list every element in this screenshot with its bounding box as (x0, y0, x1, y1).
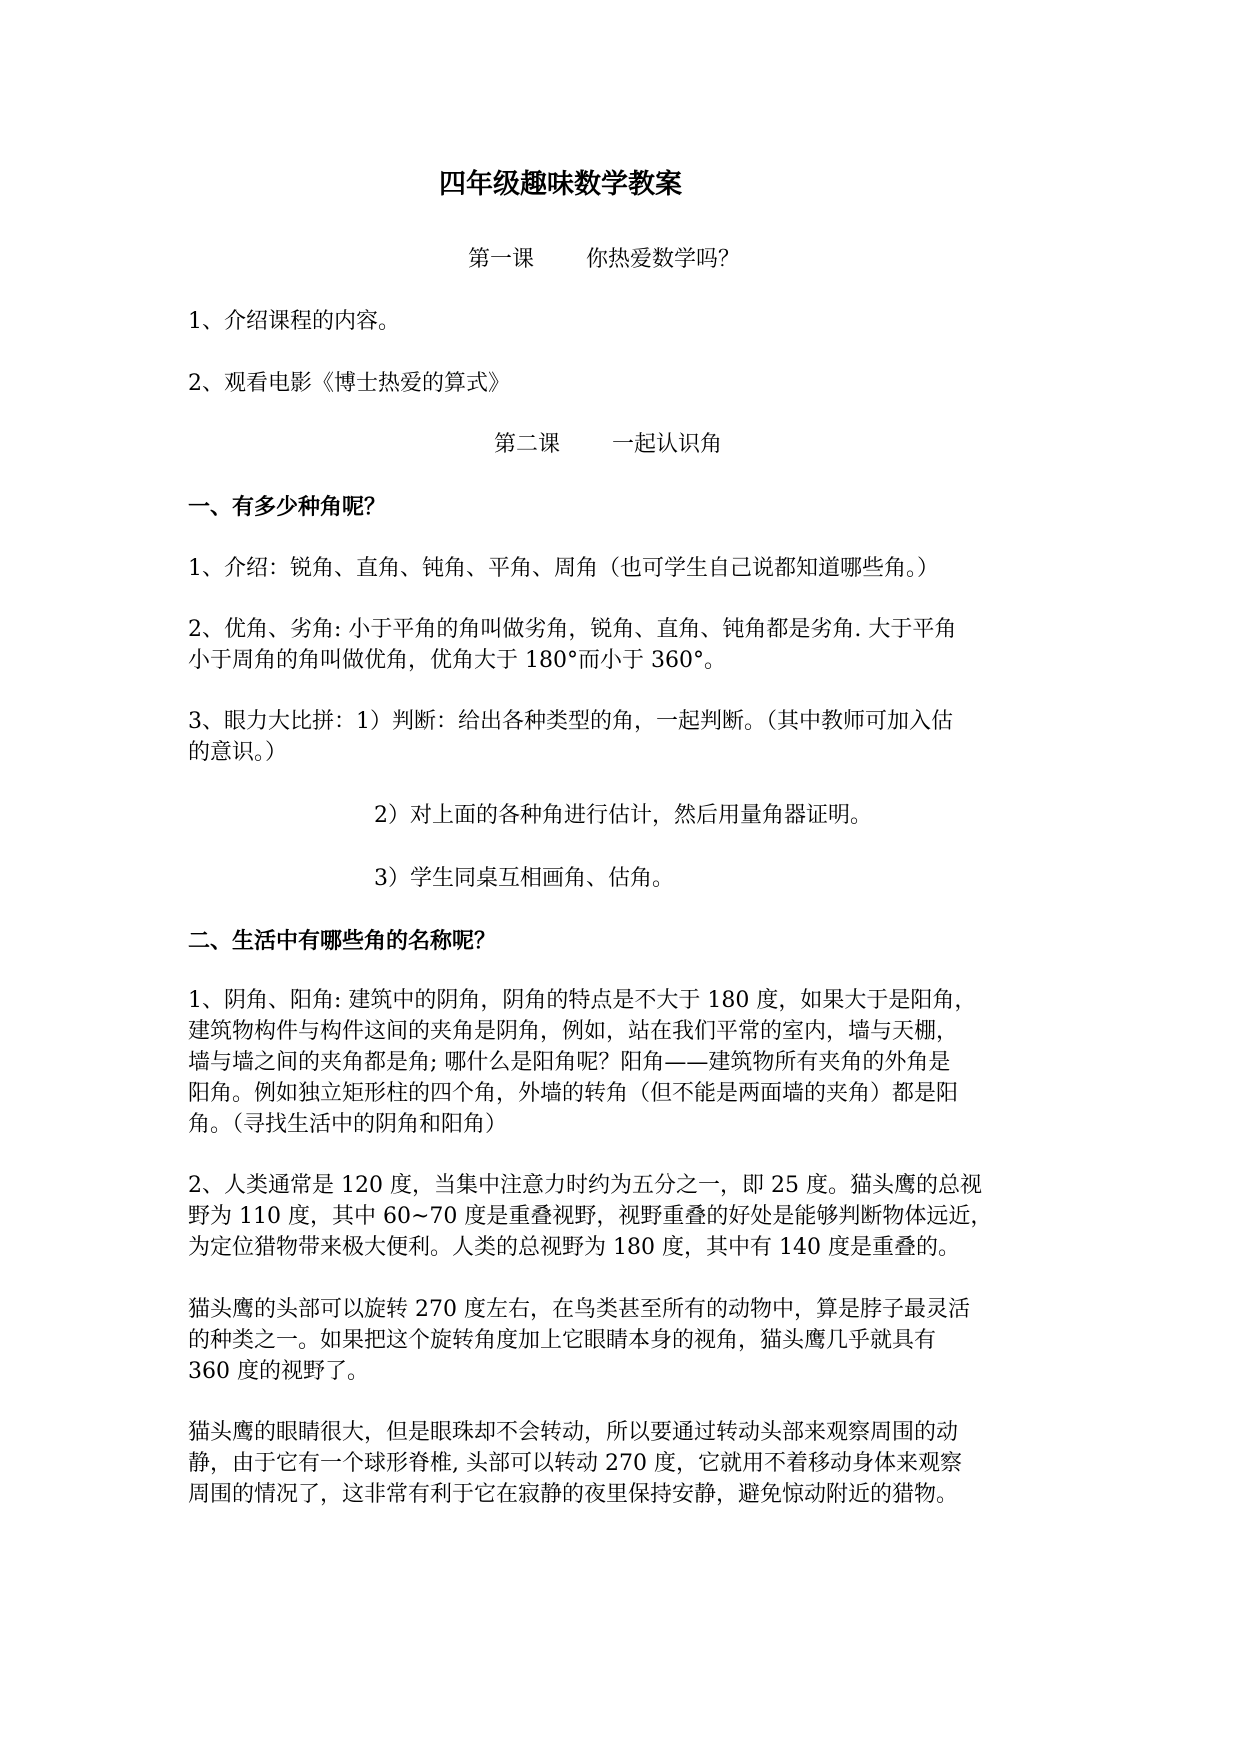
lesson1-heading (468, 244, 740, 276)
section1-item-3-line-1: 3、眼力大比拼：1）判断：给出各种类型的角，一起判断。（其中教师可加入估 (188, 709, 953, 734)
lesson1-item-2: 2、观看电影《博士热爱的算式》 (188, 371, 510, 396)
section1-item-3-line-2: 的意识。） (188, 740, 288, 765)
section2-para1-line-5: 角。（寻找生活中的阴角和阳角） (188, 1112, 508, 1137)
section1-sub-item-2: 2）对上面的各种角进行估计，然后用量角器证明。 (374, 803, 872, 828)
section2-para1-line-3: 墙与墙之间的夹角都是角; 哪什么是阳角呢？阳角——建筑物所有夹角的外角是 (188, 1050, 951, 1075)
document-title: 四年级趣味数学教案 (439, 169, 682, 200)
section2-para2-line-1: 2、人类通常是 120 度，当集中注意力时约为五分之一，即 25 度。猫头鹰的总视 (188, 1173, 982, 1198)
lesson1-number: 第一课 (468, 247, 535, 272)
lesson2-number: 第二课 (494, 432, 561, 457)
section2-para4-line-2: 静，由于它有一个球形脊椎, 头部可以转动 270 度，它就用不着移动身体来观察 (188, 1451, 962, 1476)
section2-para2-line-2: 野为 110 度，其中 60~70 度是重叠视野，视野重叠的好处是能够判断物体远近， (188, 1204, 993, 1229)
section2-heading: 二、生活中有哪些角的名称呢？ (188, 928, 497, 954)
section1-heading: 一、有多少种角呢？ (188, 494, 387, 520)
section2-para3-line-3: 360 度的视野了。 (188, 1359, 369, 1384)
section2-para4-line-3: 周围的情况了，这非常有利于它在寂静的夜里保持安静，避免惊动附近的猎物。 (188, 1482, 959, 1507)
section2-para1-line-4: 阳角。例如独立矩形柱的四个角，外墙的转角（但不能是两面墙的夹角）都是阳 (188, 1081, 959, 1106)
section1-item-2-line-1: 2、优角、劣角: 小于平角的角叫做劣角，锐角、直角、钝角都是劣角. 大于平角 (188, 617, 957, 642)
lesson1-item-1: 1、介绍课程的内容。 (188, 309, 400, 334)
section2-para4-line-1: 猫头鹰的眼睛很大，但是眼珠却不会转动，所以要通过转动头部来观察周围的动 (188, 1420, 959, 1445)
section2-para2-line-3: 为定位猎物带来极大便利。人类的总视野为 180 度，其中有 140 度是重叠的。 (188, 1235, 960, 1260)
lesson2-heading (494, 429, 722, 461)
section2-para3-line-1: 猫头鹰的头部可以旋转 270 度左右，在鸟类甚至所有的动物中，算是脖子最灵活 (188, 1297, 970, 1322)
section2-para1-line-2: 建筑物构件与构件这间的夹角是阴角，例如，站在我们平常的室内，墙与天棚， (188, 1019, 959, 1044)
section1-sub-item-3: 3）学生同桌互相画角、估角。 (374, 866, 674, 891)
section1-item-2-line-2: 小于周角的角叫做优角，优角大于 180°而小于 360°。 (188, 648, 726, 673)
section2-para1-line-1: 1、阴角、阳角: 建筑中的阴角，阴角的特点是不大于 180 度，如果大于是阳角， (188, 988, 977, 1013)
section2-para3-line-2: 的种类之一。如果把这个旋转角度加上它眼睛本身的视角，猫头鹰几乎就具有 (188, 1328, 937, 1353)
lesson2-name: 一起认识角 (612, 432, 723, 457)
section1-item-1: 1、介绍：锐角、直角、钝角、平角、周角（也可学生自己说都知道哪些角。） (188, 556, 939, 581)
lesson1-name: 你热爱数学吗？ (586, 247, 741, 272)
